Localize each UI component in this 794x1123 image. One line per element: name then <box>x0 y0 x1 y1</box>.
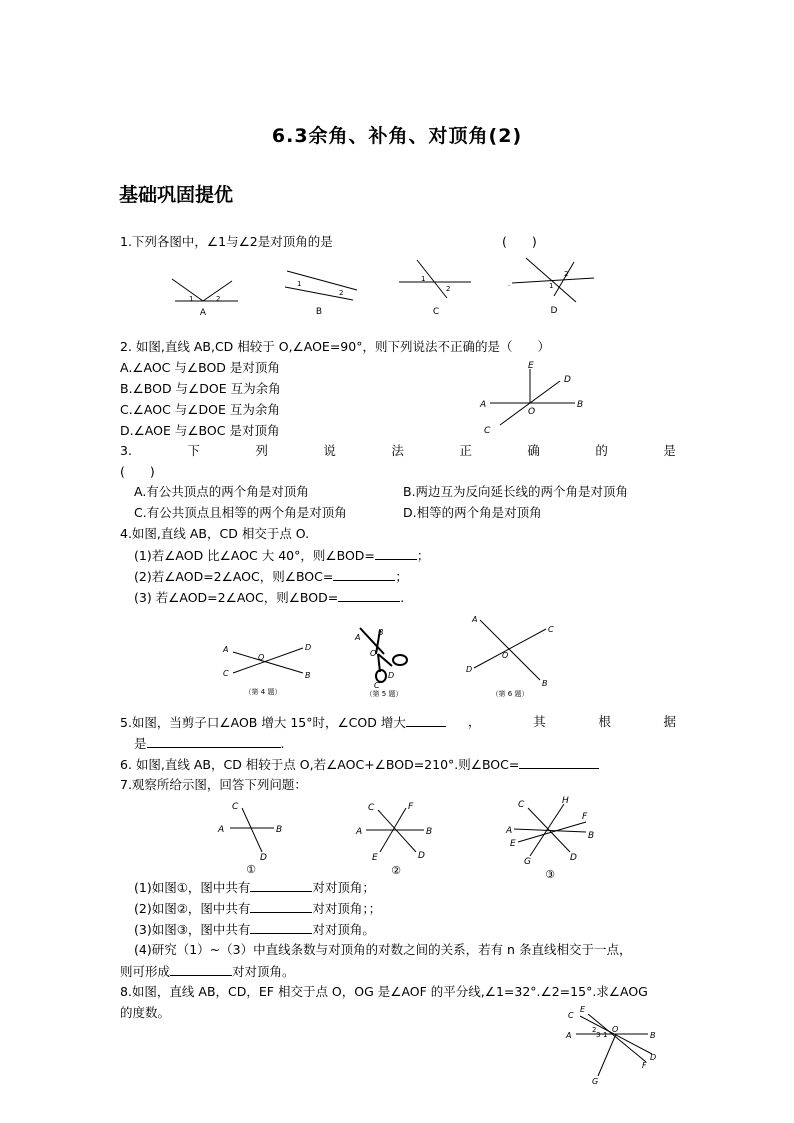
q2-option-c: C.∠AOC 与∠DOE 互为余角 <box>120 402 280 417</box>
q7-part-4-line-1: (4)研究（1）~（3）中直线条数与对顶角的对数之间的关系，若有 n 条直线相交于一点， <box>134 942 632 957</box>
svg-text:.: . <box>508 280 511 288</box>
q5-line-1-words: ， 其 根 据 <box>468 714 676 729</box>
q3-stem: 3. 下 列 说 法 正 确 的 是 <box>120 443 676 458</box>
svg-text:C: C <box>374 681 380 690</box>
q4-stem: 4.如图,直线 AB，CD 相交于点 O. <box>120 526 310 541</box>
svg-text:C: C <box>232 802 239 812</box>
svg-text:C: C <box>518 800 525 810</box>
svg-text:D: D <box>305 643 312 652</box>
q1-figure-a <box>170 262 250 320</box>
q1-figure-d <box>506 256 596 316</box>
svg-text:C: C <box>568 1011 574 1020</box>
svg-text:G: G <box>524 857 531 867</box>
svg-text:A: A <box>480 400 487 410</box>
svg-text:A: A <box>566 1031 572 1040</box>
svg-text:2: 2 <box>592 1026 597 1034</box>
q4-part-3: (3) 若∠AOD=2∠AOC，则∠BOD= . <box>134 590 405 605</box>
svg-text:D: D <box>466 665 473 674</box>
svg-text:O: O <box>502 651 509 660</box>
q2-figure <box>470 358 590 438</box>
svg-text:2: 2 <box>216 295 221 303</box>
q7-part-3: (3)如图③，图中共有 对对顶角。 <box>134 922 375 937</box>
svg-text:A: A <box>356 827 363 837</box>
svg-text:O: O <box>258 653 265 662</box>
q7-figure-3 <box>500 792 610 884</box>
q2-option-b: B.∠BOD 与∠DOE 互为余角 <box>120 381 281 396</box>
q7-part-1: (1)如图①，图中共有 对对顶角； <box>134 880 375 895</box>
svg-text:B: B <box>588 831 595 841</box>
svg-text:C: C <box>484 426 491 436</box>
svg-text:D: D <box>260 853 267 863</box>
q4-part-1: (1)若∠AOD 比∠AOC 大 40°，则∠BOD= ； <box>134 548 430 563</box>
section-heading: 基础巩固提优 <box>119 184 234 206</box>
svg-text:C: C <box>223 669 229 678</box>
svg-text:A: A <box>218 825 225 835</box>
q1-label-b: B <box>315 307 323 317</box>
svg-text:A: A <box>506 826 513 836</box>
svg-text:2: 2 <box>446 285 451 293</box>
caption-q4: （第 4 题） <box>244 688 282 696</box>
figure-q4 <box>215 636 315 700</box>
svg-text:1: 1 <box>549 282 554 290</box>
svg-text:B: B <box>276 825 283 835</box>
svg-text:1: 1 <box>603 1031 608 1039</box>
svg-text:D: D <box>564 375 571 385</box>
svg-text:1: 1 <box>189 295 194 303</box>
svg-text:D: D <box>388 671 395 680</box>
svg-text:F: F <box>408 802 414 812</box>
q4-part-2: (2)若∠AOD=2∠AOC，则∠BOC= ； <box>134 569 408 584</box>
svg-text:2: 2 <box>339 289 344 297</box>
svg-text:O: O <box>528 407 536 417</box>
svg-text:1: 1 <box>297 280 302 288</box>
q7-part-2: (2)如图②，图中共有 对对顶角；； <box>134 901 382 916</box>
svg-text:2: 2 <box>564 270 569 278</box>
svg-text:F: F <box>642 1061 647 1070</box>
q6-stem: 6. 如图,直线 AB，CD 相较于点 O,若∠AOC+∠BOD=210°.则∠BOC= <box>120 756 599 773</box>
svg-text:E: E <box>580 1005 586 1014</box>
q5-line-2: 是 . <box>134 736 285 751</box>
svg-text:D: D <box>570 853 577 863</box>
svg-text:E: E <box>510 839 516 849</box>
caption-q6: （第 6 题） <box>491 690 529 698</box>
q5-line-1: 5.如图，当剪子口∠AOB 增大 15°时，∠COD 增大 <box>120 714 446 731</box>
svg-text:B: B <box>577 400 584 410</box>
q2-option-a: A.∠AOC 与∠BOD 是对顶角 <box>120 360 280 375</box>
svg-text:H: H <box>562 796 569 806</box>
svg-text:O: O <box>612 1025 619 1034</box>
q3-option-b: B.两边互为反向延长线的两个角是对顶角 <box>403 484 629 499</box>
svg-text:G: G <box>592 1077 599 1086</box>
q8-stem-line-1: 8.如图，直线 AB，CD，EF 相交于点 O，OG 是∠AOF 的平分线,∠1=32°.∠2=15°.求∠AOG <box>120 984 648 999</box>
svg-text:B: B <box>650 1031 656 1040</box>
figure-q6 <box>462 612 566 702</box>
q3-option-d: D.相等的两个角是对顶角 <box>403 505 542 520</box>
svg-text:C: C <box>368 803 375 813</box>
q8-stem-line-2: 的度数。 <box>120 1005 171 1020</box>
q8-figure <box>560 1004 670 1086</box>
q1-figure-b <box>285 266 365 318</box>
svg-text:B: B <box>426 827 433 837</box>
svg-text:E: E <box>528 361 534 371</box>
q7-part-4-line-2: 则可形成 对对顶角。 <box>120 964 295 979</box>
q7-figure-2 <box>352 796 442 880</box>
q7-stem: 7.观察所给示图，回答下列问题： <box>120 777 307 792</box>
svg-text:C: C <box>548 625 554 634</box>
svg-text:B: B <box>542 679 548 688</box>
svg-text:1: 1 <box>421 275 426 283</box>
svg-text:F: F <box>582 812 588 822</box>
q3-bracket: ( ) <box>120 464 155 479</box>
q2-option-d: D.∠AOE 与∠BOC 是对顶角 <box>120 423 280 438</box>
q1-bracket: ( ) <box>502 234 537 249</box>
svg-text:D: D <box>418 851 425 861</box>
svg-text:E: E <box>372 853 378 863</box>
svg-text:A: A <box>355 633 361 642</box>
svg-text:B: B <box>378 628 384 637</box>
q7-figure-1 <box>210 800 300 880</box>
svg-text:D: D <box>650 1053 657 1062</box>
q7-fig-num-3: ③ <box>545 868 555 881</box>
svg-text:3: 3 <box>596 1031 601 1039</box>
q1-figure-c <box>397 258 477 318</box>
svg-text:B: B <box>305 671 311 680</box>
q1-label-a: A <box>199 308 207 318</box>
q1-stem: 1.下列各图中，∠1与∠2是对顶角的是 <box>120 234 333 249</box>
q2-stem: 2. 如图,直线 AB,CD 相较于 O,∠AOE=90°，则下列说法不正确的是（ ） <box>120 339 550 354</box>
caption-q5: （第 5 题） <box>365 690 403 698</box>
svg-text:A: A <box>472 615 478 624</box>
q7-fig-num-1: ① <box>246 863 256 876</box>
svg-text:A: A <box>223 645 229 654</box>
q1-label-d: D <box>550 306 558 316</box>
q1-label-c: C <box>432 307 440 317</box>
q3-option-c: C.有公共顶点且相等的两个角是对顶角 <box>134 505 347 520</box>
figure-q5-scissors <box>352 626 422 700</box>
svg-text:O: O <box>370 649 377 658</box>
q3-option-a: A.有公共顶点的两个角是对顶角 <box>134 484 309 499</box>
q7-fig-num-2: ② <box>391 864 401 877</box>
page-title: 6.3余角、补角、对顶角(2) <box>271 125 523 147</box>
